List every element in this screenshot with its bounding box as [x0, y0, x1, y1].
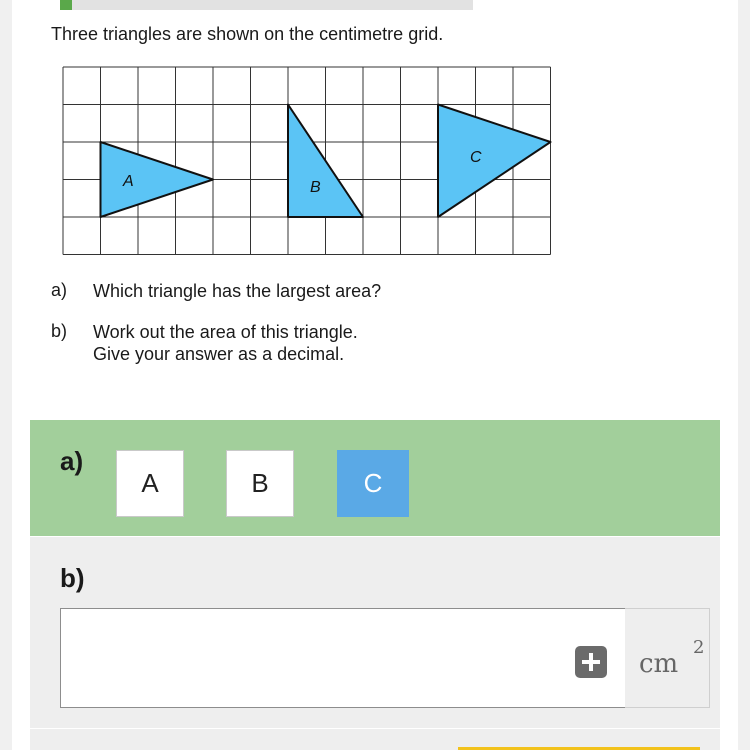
triangle-c-label: C: [470, 149, 482, 166]
part-a-text: Which triangle has the largest area?: [93, 281, 382, 301]
plus-icon[interactable]: [575, 646, 607, 678]
triangle-c: [438, 105, 551, 218]
unit-box: [625, 608, 710, 708]
area-answer-input[interactable]: [60, 608, 626, 708]
option-a-button[interactable]: A: [116, 450, 184, 517]
triangle-a: [101, 142, 214, 217]
part-b-text-line-1: Work out the area of this triangle.: [93, 322, 358, 342]
centimetre-grid-figure: [62, 66, 552, 256]
triangle-a-label: A: [123, 173, 134, 190]
part-b-text-line-2: Give your answer as a decimal.: [93, 344, 345, 364]
option-c-button[interactable]: C: [337, 450, 409, 517]
unit-label: cm: [639, 649, 679, 679]
part-a-letter: a): [51, 280, 68, 300]
frame-left: [0, 0, 12, 750]
answer-b-heading: b): [60, 563, 85, 593]
question-intro: Three triangles are shown on the centimetre grid.: [51, 24, 444, 44]
frame-right: [738, 0, 750, 750]
triangle-b-label: B: [310, 179, 321, 196]
part-b-letter: b): [51, 321, 68, 341]
unit-exponent: 2: [693, 637, 705, 658]
option-b-button[interactable]: B: [226, 450, 294, 517]
answer-a-heading: a): [60, 446, 84, 476]
answer-section-a: [30, 420, 720, 536]
progress-fill: [60, 0, 72, 10]
answer-section-b: [30, 537, 720, 728]
answer-footer: [30, 729, 720, 750]
progress-bar: [60, 0, 473, 10]
